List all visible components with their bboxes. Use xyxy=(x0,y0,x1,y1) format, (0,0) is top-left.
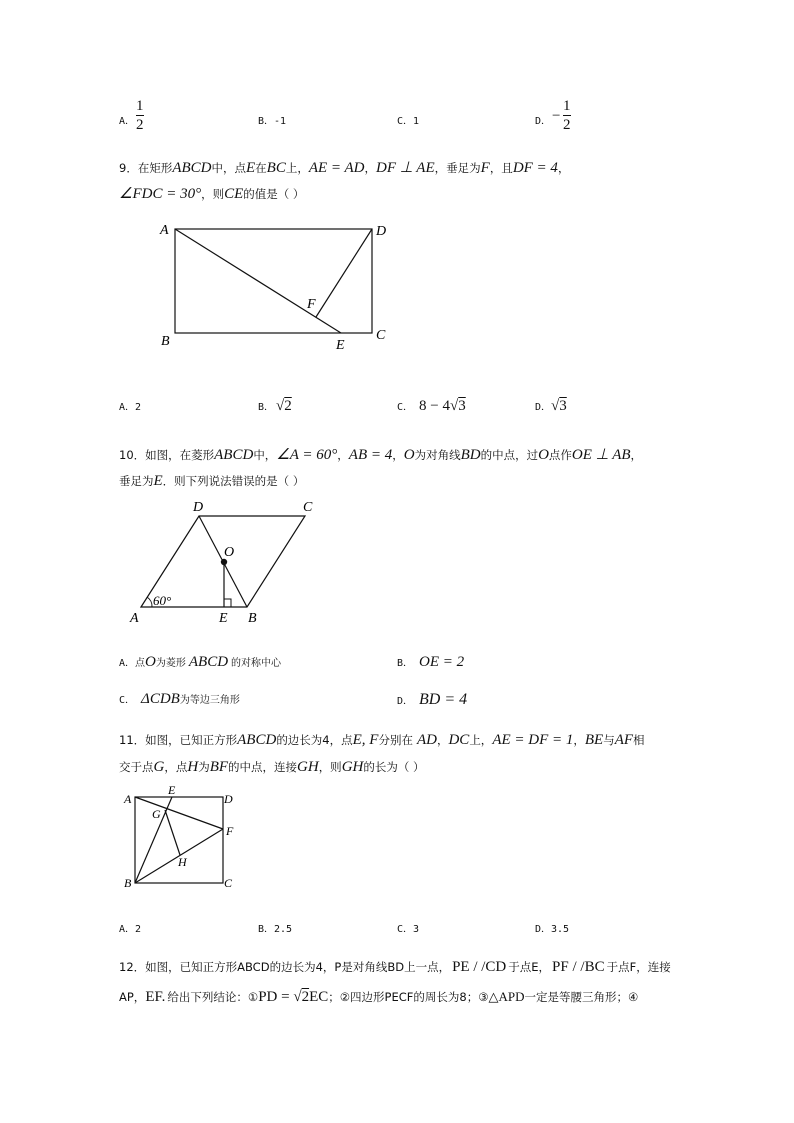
q11-option-a: A．2 xyxy=(119,924,142,935)
label-b: B xyxy=(161,334,170,349)
q9-stem-line2: ∠FDC = 30°，则CE的值是（ ） xyxy=(119,186,305,202)
q9-option-d: D．√3 xyxy=(535,398,567,414)
q10-rhombus-figure xyxy=(125,495,325,627)
option-b: B．-1 xyxy=(258,116,287,127)
option-a xyxy=(119,112,135,127)
fraction-one-half xyxy=(136,98,144,133)
q10-stem-line1: 10．如图，在菱形ABCD中，∠A = 60°，AB = 4，O为对角线BD的中点，过O点作OE ⊥ AB， xyxy=(119,447,643,463)
label-c: C xyxy=(224,876,233,890)
angle-label: 60° xyxy=(153,593,172,608)
label-c: C xyxy=(376,328,386,343)
q9-option-c: C． 8 − 4√3 xyxy=(397,398,466,414)
rectangle-abcd xyxy=(175,229,372,333)
label-a: A xyxy=(160,223,169,238)
q10-option-c: C． ΔCDB为等边三角形 xyxy=(119,691,240,707)
label-f: F xyxy=(307,297,316,312)
q11-stem-line1: 11．如图，已知正方形ABCD的边长为4，点E, F分别在 AD，DC上，AE = DF = 1，BE与AF相 xyxy=(119,732,645,748)
label-d: D xyxy=(193,500,204,515)
q12-stem-line2: AP，EF. 给出下列结论：①PD = √2EC；②四边形PECF的周长为8；③△APD一定是等腰三角形；④ xyxy=(119,989,639,1005)
q9-stem-line1: 9．在矩形ABCD中，点E在BC上，AE = AD，DF ⊥ AE，垂足为F，且DF = 4， xyxy=(119,160,570,176)
q9-option-a: A．2 xyxy=(119,402,142,413)
label-d: D xyxy=(224,792,233,806)
angle-arc xyxy=(147,597,152,607)
segment-af xyxy=(135,797,223,829)
label-a: A xyxy=(130,611,139,626)
fraction-neg-one-half xyxy=(563,98,571,133)
minus-sign: − xyxy=(552,108,561,124)
q9-option-b: B． √2 xyxy=(258,398,292,414)
square-abcd xyxy=(135,797,223,883)
label-e: E xyxy=(336,338,345,353)
label-c: C xyxy=(303,500,313,515)
numerator: 1 xyxy=(136,98,144,114)
q10-option-b: B． OE = 2 xyxy=(397,654,465,670)
right-angle-mark xyxy=(224,599,231,607)
q10-option-a: A．点O为菱形 ABCD 的对称中心 xyxy=(119,654,282,670)
q11-square-figure xyxy=(120,783,240,893)
label-e: E xyxy=(168,783,176,797)
label-h: H xyxy=(178,855,187,869)
label-f: F xyxy=(226,824,234,838)
option-d xyxy=(535,112,551,127)
denominator: 2 xyxy=(563,117,571,133)
segment-gh xyxy=(165,810,180,855)
q9-rectangle-figure xyxy=(150,215,400,355)
q10-option-d: D． BD = 4 xyxy=(397,691,468,708)
label-b: B xyxy=(248,611,257,626)
option-label: D． xyxy=(535,116,552,127)
q12-stem-line1: 12．如图，已知正方形ABCD的边长为4，P是对角线BD上一点， PE / /CD 于点E， PF / /BC 于点F，连接 xyxy=(119,959,671,975)
segment-ae xyxy=(175,229,341,333)
label-a: A xyxy=(124,792,132,806)
q10-stem-line2: 垂足为E．则下列说法错误的是（ ） xyxy=(119,473,305,489)
segment-df xyxy=(316,229,372,317)
q11-stem-line2: 交于点G，点H为BF的中点，连接GH，则GH的长为（ ） xyxy=(119,759,425,775)
label-d: D xyxy=(376,224,387,239)
q11-option-c: C．3 xyxy=(397,924,420,935)
label-e: E xyxy=(219,611,228,626)
label-o: O xyxy=(224,545,235,560)
option-c: C．1 xyxy=(397,116,420,127)
option-label: A． xyxy=(119,116,136,127)
label-g: G xyxy=(152,807,161,821)
denominator: 2 xyxy=(136,117,144,133)
q11-option-b: B．2.5 xyxy=(258,924,293,935)
label-b: B xyxy=(124,876,132,890)
q11-option-d: D．3.5 xyxy=(535,924,570,935)
numerator: 1 xyxy=(563,98,571,114)
